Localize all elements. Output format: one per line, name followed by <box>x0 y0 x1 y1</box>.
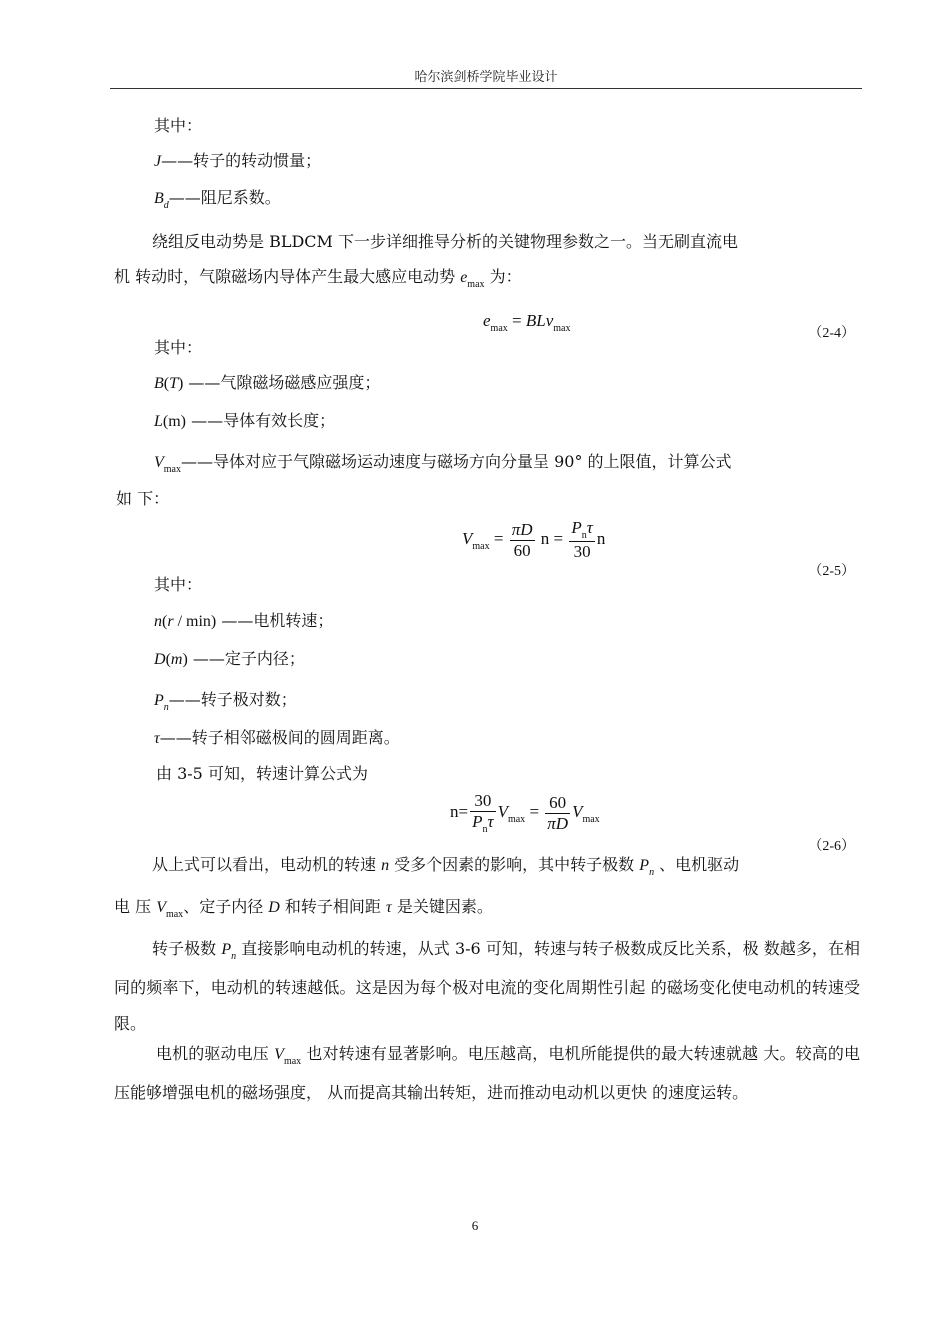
where-label-3: 其中： <box>154 575 203 594</box>
eq-2-6-v1: V <box>497 801 508 821</box>
eq-2-6-v2: V <box>572 801 583 821</box>
symbol-n: n <box>154 613 162 630</box>
para-factors-tau: τ <box>386 899 392 916</box>
eq-2-5-fraction-1 <box>510 520 535 561</box>
eq-2-4-lhs-sub: max <box>490 323 508 334</box>
para-factors-n: n <box>381 857 390 874</box>
para-emf-text-end: 为： <box>484 267 522 286</box>
definition-J-text: ——转子的转动惯量； <box>161 151 322 170</box>
unit-D-close: ) <box>182 651 188 668</box>
unit-m: (m) <box>162 413 187 430</box>
equation-number-2-4: （2-4） <box>808 326 855 341</box>
definition-D-text: ——定子内径； <box>187 649 305 668</box>
definition-Pn-text: ——转子极对数； <box>168 690 297 709</box>
page-number: 6 <box>471 1218 479 1233</box>
eq-2-5-f2-numerator <box>569 518 594 542</box>
para-voltage-text-1: 电机的驱动电压 <box>156 1044 275 1063</box>
definition-Bd-text: ——阻尼系数。 <box>168 188 281 207</box>
para-factors-text-5: 、定子内径 <box>183 897 269 916</box>
eq-2-4-rhs-sub: max <box>553 323 571 334</box>
para-emf-text: 机 转动时，气隙磁场内导体产生最大感应电动势 <box>114 267 461 286</box>
equation-number-2-6: （2-6） <box>808 839 855 854</box>
symbol-e-subscript: max <box>467 279 485 290</box>
unit-D-open: ( <box>165 651 171 668</box>
para-factors-text-3: 、电机驱动 <box>654 855 740 874</box>
para-factors-V-sub: max <box>165 909 184 920</box>
definition-L-text: ——导体有效长度； <box>186 411 336 430</box>
definition-tau-text: ——转子相邻磁极间的圆周距离。 <box>159 728 400 747</box>
eq-2-5-f2-tau: τ <box>586 518 593 537</box>
symbol-V: V <box>154 454 164 471</box>
para-voltage <box>114 1036 860 1111</box>
para-factors-text-4: 电 压 <box>114 897 157 916</box>
eq-2-6-f1-numerator: 30 <box>470 791 495 812</box>
para-poles-P-sub: n <box>231 951 237 962</box>
eq-2-6-f1-denominator <box>470 812 495 835</box>
header-divider <box>110 88 862 89</box>
definition-B <box>154 373 380 394</box>
para-factors-P: P <box>639 857 650 874</box>
symbol-P-subscript: n <box>163 702 169 713</box>
definition-n <box>154 611 333 632</box>
unit-r: r <box>167 613 174 630</box>
eq-2-5-f1-denominator: 60 <box>513 540 531 560</box>
symbol-B-subscript: d <box>163 200 169 211</box>
eq-2-6-f2-numerator: 60 <box>545 793 570 814</box>
para-voltage-V-sub: max <box>283 1056 302 1067</box>
eq-2-6-fraction-1 <box>470 791 495 835</box>
definition-D <box>154 649 305 670</box>
equation-2-6 <box>450 791 600 835</box>
eq-2-4-equals: = <box>507 311 526 330</box>
eq-2-6-f1-P: P <box>472 812 483 831</box>
eq-2-6-f1-tau: τ <box>487 812 494 831</box>
symbol-L: L <box>154 413 163 430</box>
eq-2-5-lhs: V <box>462 528 473 548</box>
unit-T: T <box>169 375 179 392</box>
symbol-tau: τ <box>154 730 160 747</box>
definition-L <box>154 411 335 432</box>
symbol-D: D <box>154 651 166 668</box>
para-factors-P-sub: n <box>649 867 655 878</box>
para-poles-text-2: 直接影响电动机的转速，从式 3-6 可知，转速与转子极数成反比关系，极 数越多，在相同的频率下，电动机的转速越低。这是因为每个极对电流的变化周期性引起 的磁场变化使电动机的转速受限。 <box>114 939 860 1033</box>
where-label-1: 其中： <box>154 116 203 135</box>
eq-2-5-fraction-2 <box>569 518 594 562</box>
eq-2-4-lhs: e <box>483 311 491 330</box>
symbol-B-field: B <box>154 375 164 392</box>
unit-D-m: m <box>170 651 183 668</box>
eq-2-6-f2-denominator: πD <box>547 813 569 833</box>
para-factors-line1 <box>152 855 739 878</box>
page-header: 哈尔滨剑桥学院毕业设计 <box>414 70 558 85</box>
symbol-B: B <box>154 190 164 207</box>
para-voltage-V: V <box>274 1046 284 1063</box>
definition-B-text: ——气隙磁场磁感应强度； <box>183 373 381 392</box>
para-poles <box>114 931 860 1042</box>
definition-V <box>154 452 732 475</box>
eq-2-6-f1-P-sub: n <box>482 824 488 835</box>
eq-2-6-equals: = <box>525 801 544 821</box>
equation-number-2-5: （2-5） <box>808 564 855 579</box>
symbol-V-subscript: max <box>163 464 181 475</box>
eq-2-6-fraction-2 <box>545 793 570 834</box>
equation-2-4 <box>483 311 571 334</box>
para-voltage-text-2: 也对转速有显著影响。电压越高，电机所能提供的最大转速就越 大。较高的电压能够增强电机的磁场强度， 从而提高其输出转矩，进而推动电动机以更快 的速度运转。 <box>114 1044 860 1102</box>
para-emf-line1: 绕组反电动势是 BLDCM 下一步详细推导分析的关键物理参数之一。当无刷直流电 <box>152 232 739 251</box>
eq-2-5-n2: n <box>596 528 606 548</box>
where-label-2: 其中： <box>154 338 203 357</box>
para-factors-line2 <box>114 897 493 920</box>
para-factors-text-2: 受多个因素的影响，其中转子极数 <box>389 855 640 874</box>
eq-2-6-lhs: n= <box>450 801 469 821</box>
eq-2-5-equals: = <box>489 528 508 548</box>
eq-2-5-f1-numerator: πD <box>511 519 533 539</box>
definition-n-text: ——电机转速； <box>216 611 334 630</box>
unit-min: / min) <box>173 613 217 630</box>
definition-tau <box>154 728 400 749</box>
para-poles-text-1: 转子极数 <box>152 939 222 958</box>
unit-open: ( <box>163 375 170 392</box>
symbol-e: e <box>460 269 468 286</box>
definition-J <box>154 151 321 172</box>
symbol-J: J <box>154 153 162 170</box>
para-poles-P: P <box>221 941 232 958</box>
symbol-P: P <box>154 692 164 709</box>
eq-2-6-v2-sub: max <box>582 813 600 825</box>
eq-2-4-rhs: BLv <box>525 311 554 330</box>
definition-V-text: ——导体对应于气隙磁场运动速度与磁场方向分量呈 90° 的上限值，计算公式 <box>181 452 732 471</box>
para-factors-D: D <box>268 899 280 916</box>
para-factors-text-6: 和转子相间距 <box>279 897 387 916</box>
eq-2-5-lhs-sub: max <box>472 540 490 552</box>
definition-V-continuation: 如 下： <box>116 489 170 508</box>
unit-close: ) <box>178 375 184 392</box>
eq-2-5-f2-P: P <box>571 518 582 537</box>
eq-2-5-n1: n = <box>536 528 568 548</box>
para-factors-text-7: 是关键因素。 <box>391 897 493 916</box>
eq-2-5-f2-denominator: 30 <box>573 542 591 561</box>
eq-2-6-v1-sub: max <box>507 813 526 825</box>
unit-n-open: ( <box>162 613 168 630</box>
definition-Pn <box>154 690 297 713</box>
eq-2-5-f2-P-sub: n <box>581 530 587 541</box>
from-text: 由 3-5 可知，转速计算公式为 <box>156 764 368 783</box>
para-emf-line2 <box>114 267 522 290</box>
para-factors-V: V <box>156 899 166 916</box>
definition-Bd <box>154 188 281 211</box>
para-factors-text-1: 从上式可以看出，电动机的转速 <box>152 855 382 874</box>
equation-2-5 <box>462 518 605 562</box>
